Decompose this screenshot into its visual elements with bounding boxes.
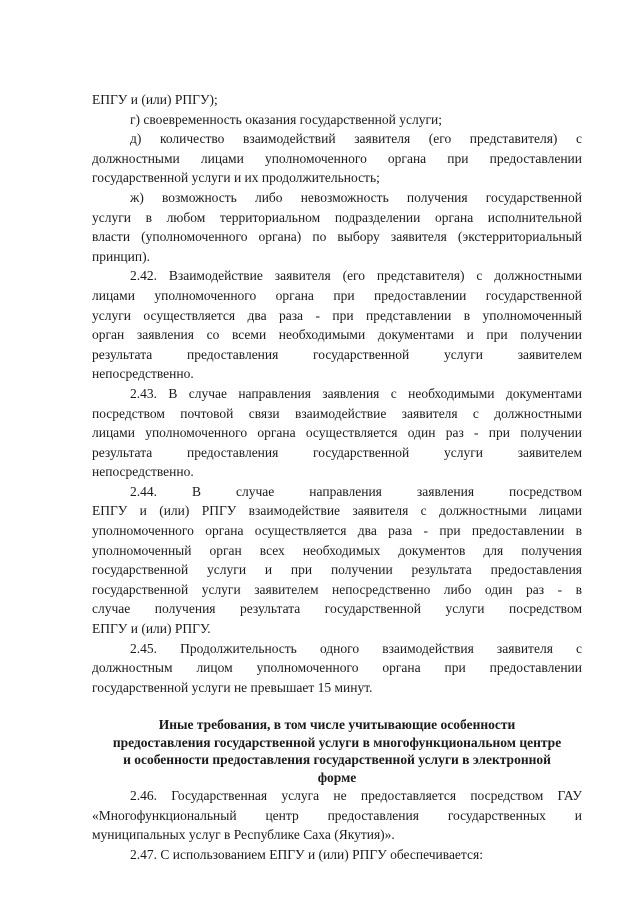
section-heading [92, 716, 582, 786]
text-line: должностным лицом уполномоченного органа при предоставлении [92, 660, 582, 676]
text-line: власти (уполномоченного органа) по выбору заявителя (экстерриториальный [92, 229, 582, 245]
body-text-bottom [92, 786, 582, 864]
list-item-d: д) количество взаимодействий заявителя (его представителя) с [130, 131, 582, 147]
text-line: уполномоченного органа осуществляется два раза - при предоставлении в [92, 523, 582, 539]
text-line: непосредственно. [92, 464, 194, 480]
text-line: услуги в любом территориальном подразделении органа исполнительной [92, 209, 582, 225]
paragraph-2-43: 2.43. В случае направления заявления с необходимыми документами [130, 385, 582, 401]
heading-line: предоставления государственной услуги в многофункциональном центре [112, 734, 562, 750]
text-line: государственной услуги не превышает 15 минут. [92, 679, 373, 695]
paragraph-2-45: 2.45. Продолжительность одного взаимодействия заявителя с [130, 640, 582, 656]
text-line: уполномоченный орган всех необходимых документов для получения [92, 542, 582, 558]
text-line: государственной услуги и их продолжительность; [92, 170, 380, 186]
body-text-top [92, 90, 582, 697]
heading-line: Иные требования, в том числе учитывающие особенности [158, 717, 516, 733]
text-line: «Многофункциональный центр предоставления государственных и [92, 807, 582, 823]
paragraph-2-44: 2.44. В случае направления заявления посредством [130, 483, 582, 499]
text-line: должностными лицами уполномоченного органа при предоставлении [92, 150, 582, 166]
text-line: результата предоставления государственной услуги заявителем [92, 346, 582, 362]
text-line: результата предоставления государственной услуги заявителем [92, 444, 582, 460]
heading-line: и особенности предоставления государственной услуги в электронной [123, 752, 551, 768]
text-line: ЕПГУ и (или) РПГУ); [92, 92, 218, 107]
text-line: лицами уполномоченного органа при предоставлении государственной [92, 287, 582, 303]
list-item-zh: ж) возможность либо невозможность получения государственной [130, 189, 582, 205]
text-line: орган заявления со всеми необходимыми документами и при получении [92, 327, 582, 343]
text-line: государственной услуги и при получении результата предоставления [92, 562, 582, 578]
text-line: посредством почтовой связи взаимодействие заявителя с должностными [92, 405, 582, 421]
text-line: непосредственно. [92, 366, 194, 382]
paragraph-2-46: 2.46. Государственная услуга не предоставляется посредством ГАУ [130, 788, 582, 804]
heading-line: форме [317, 769, 357, 785]
text-line: муниципальных услуг в Республике Саха (Якутия)». [92, 827, 395, 843]
text-line: лицами уполномоченного органа осуществляется один раз - при получении [92, 425, 582, 441]
text-line: ЕПГУ и (или) РПГУ. [92, 621, 211, 637]
paragraph-2-42: 2.42. Взаимодействие заявителя (его представителя) с должностными [130, 268, 582, 284]
text-line: принцип). [92, 248, 150, 264]
text-line: государственной услуги заявителем непосредственно либо один раз - в [92, 581, 582, 597]
text-line: ЕПГУ и (или) РПГУ взаимодействие заявителя с должностными лицами [92, 503, 582, 519]
list-item-g: г) своевременность оказания государственной услуги; [130, 111, 442, 127]
text-line: случае получения результата государственной услуги посредством [92, 601, 582, 617]
paragraph-2-47: 2.47. С использованием ЕПГУ и (или) РПГУ обеспечивается: [130, 846, 483, 862]
text-line: услуги осуществляется два раза - при представлении в уполномоченный [92, 307, 582, 323]
